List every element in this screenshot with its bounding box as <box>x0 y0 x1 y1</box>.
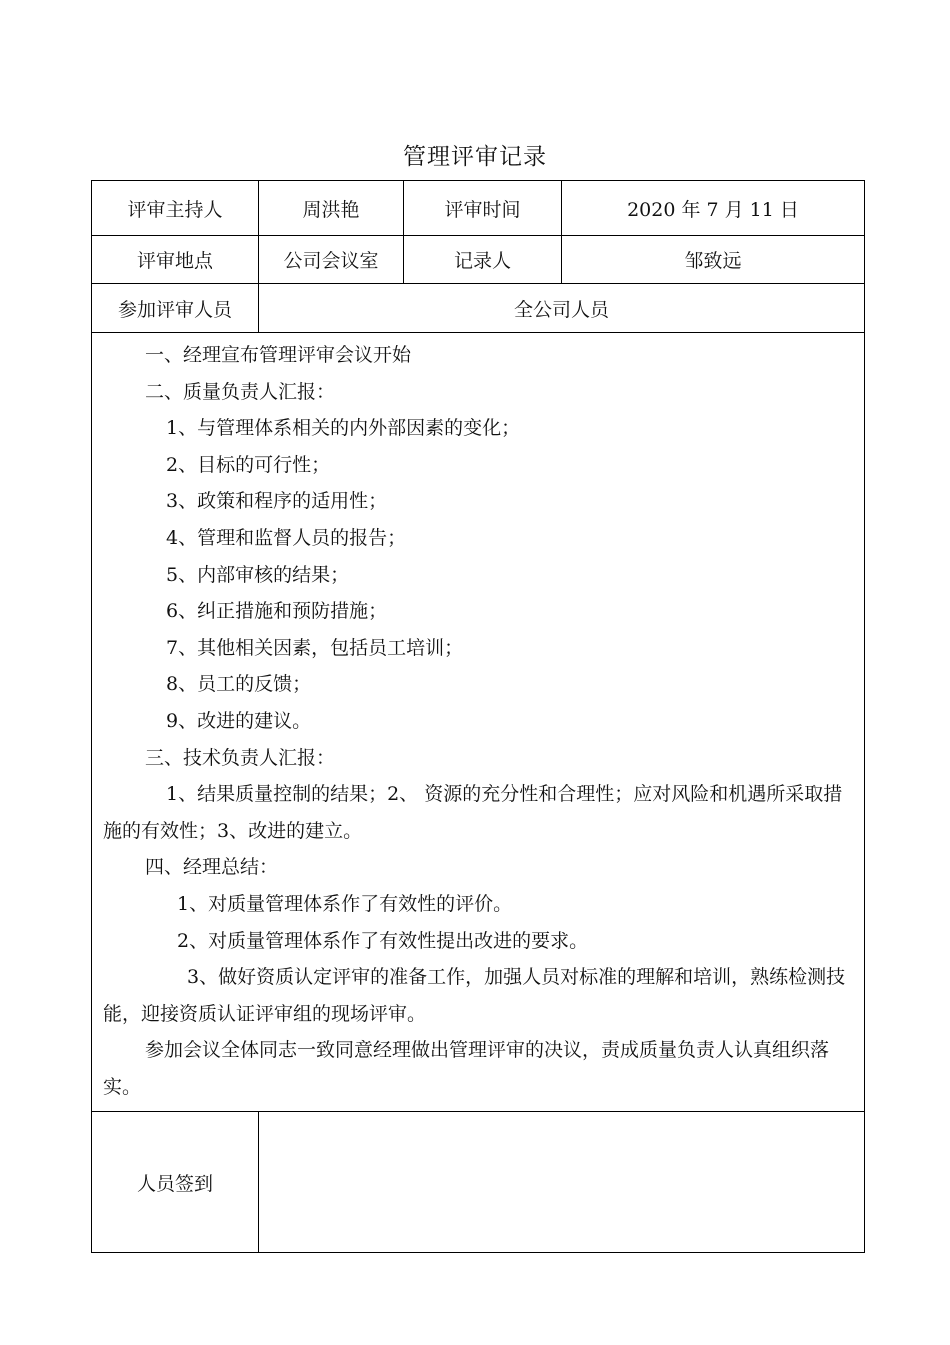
document-title: 管理评审记录 <box>403 144 547 170</box>
section-heading: 三、技术负责人汇报： <box>145 746 336 769</box>
list-item: 3、做好资质认定评审的准备工作，加强人员对标准的理解和培训，熟练检测技能，迎接资质认证评审组的现场评审。 <box>103 966 846 1025</box>
list-item: 1、与管理体系相关的内外部因素的变化； <box>166 417 521 440</box>
list-item: 8、员工的反馈； <box>166 673 312 696</box>
list-item: 9、改进的建议。 <box>166 709 312 732</box>
host-value: 周洪艳 <box>259 181 404 236</box>
signature-area[interactable] <box>259 1112 865 1253</box>
row-participants <box>92 284 865 333</box>
list-item: 2、对质量管理体系作了有效性提出改进的要求。 <box>177 929 589 952</box>
list-item: 2、目标的可行性； <box>166 453 331 476</box>
recorder-value: 邹致远 <box>562 236 865 284</box>
row-place-recorder <box>92 236 865 284</box>
place-value: 公司会议室 <box>259 236 404 284</box>
review-record-table <box>91 180 865 1253</box>
paragraph: 1、结果质量控制的结果；2、 资源的充分性和合理性；应对风险和机遇所采取措施的有效性；3、改进的建立。 <box>103 783 843 842</box>
time-label: 评审时间 <box>404 181 562 236</box>
row-host-time <box>92 181 865 236</box>
list-item: 5、内部审核的结果； <box>166 563 350 586</box>
review-content <box>92 333 865 1112</box>
list-item: 6、纠正措施和预防措施； <box>166 600 388 623</box>
list-item: 1、对质量管理体系作了有效性的评价。 <box>177 892 513 915</box>
time-value: 2020 年 7 月 11 日 <box>562 181 865 236</box>
row-content <box>92 333 865 1112</box>
recorder-label: 记录人 <box>404 236 562 284</box>
closing-paragraph: 参加会议全体同志一致同意经理做出管理评审的决议，责成质量负责人认真组织落实。 <box>103 1039 830 1098</box>
section-heading: 二、质量负责人汇报： <box>145 380 336 403</box>
host-label: 评审主持人 <box>92 181 259 236</box>
list-item: 7、其他相关因素，包括员工培训； <box>166 636 464 659</box>
list-item: 3、政策和程序的适用性； <box>166 490 388 513</box>
place-label: 评审地点 <box>92 236 259 284</box>
section-heading: 四、经理总结： <box>145 856 279 879</box>
signature-label: 人员签到 <box>92 1112 259 1253</box>
participants-label: 参加评审人员 <box>92 284 259 333</box>
row-signature <box>92 1112 865 1253</box>
participants-value: 全公司人员 <box>259 284 865 333</box>
section-heading: 一、经理宣布管理评审会议开始 <box>145 344 412 366</box>
list-item: 4、管理和监督人员的报告； <box>166 526 407 549</box>
